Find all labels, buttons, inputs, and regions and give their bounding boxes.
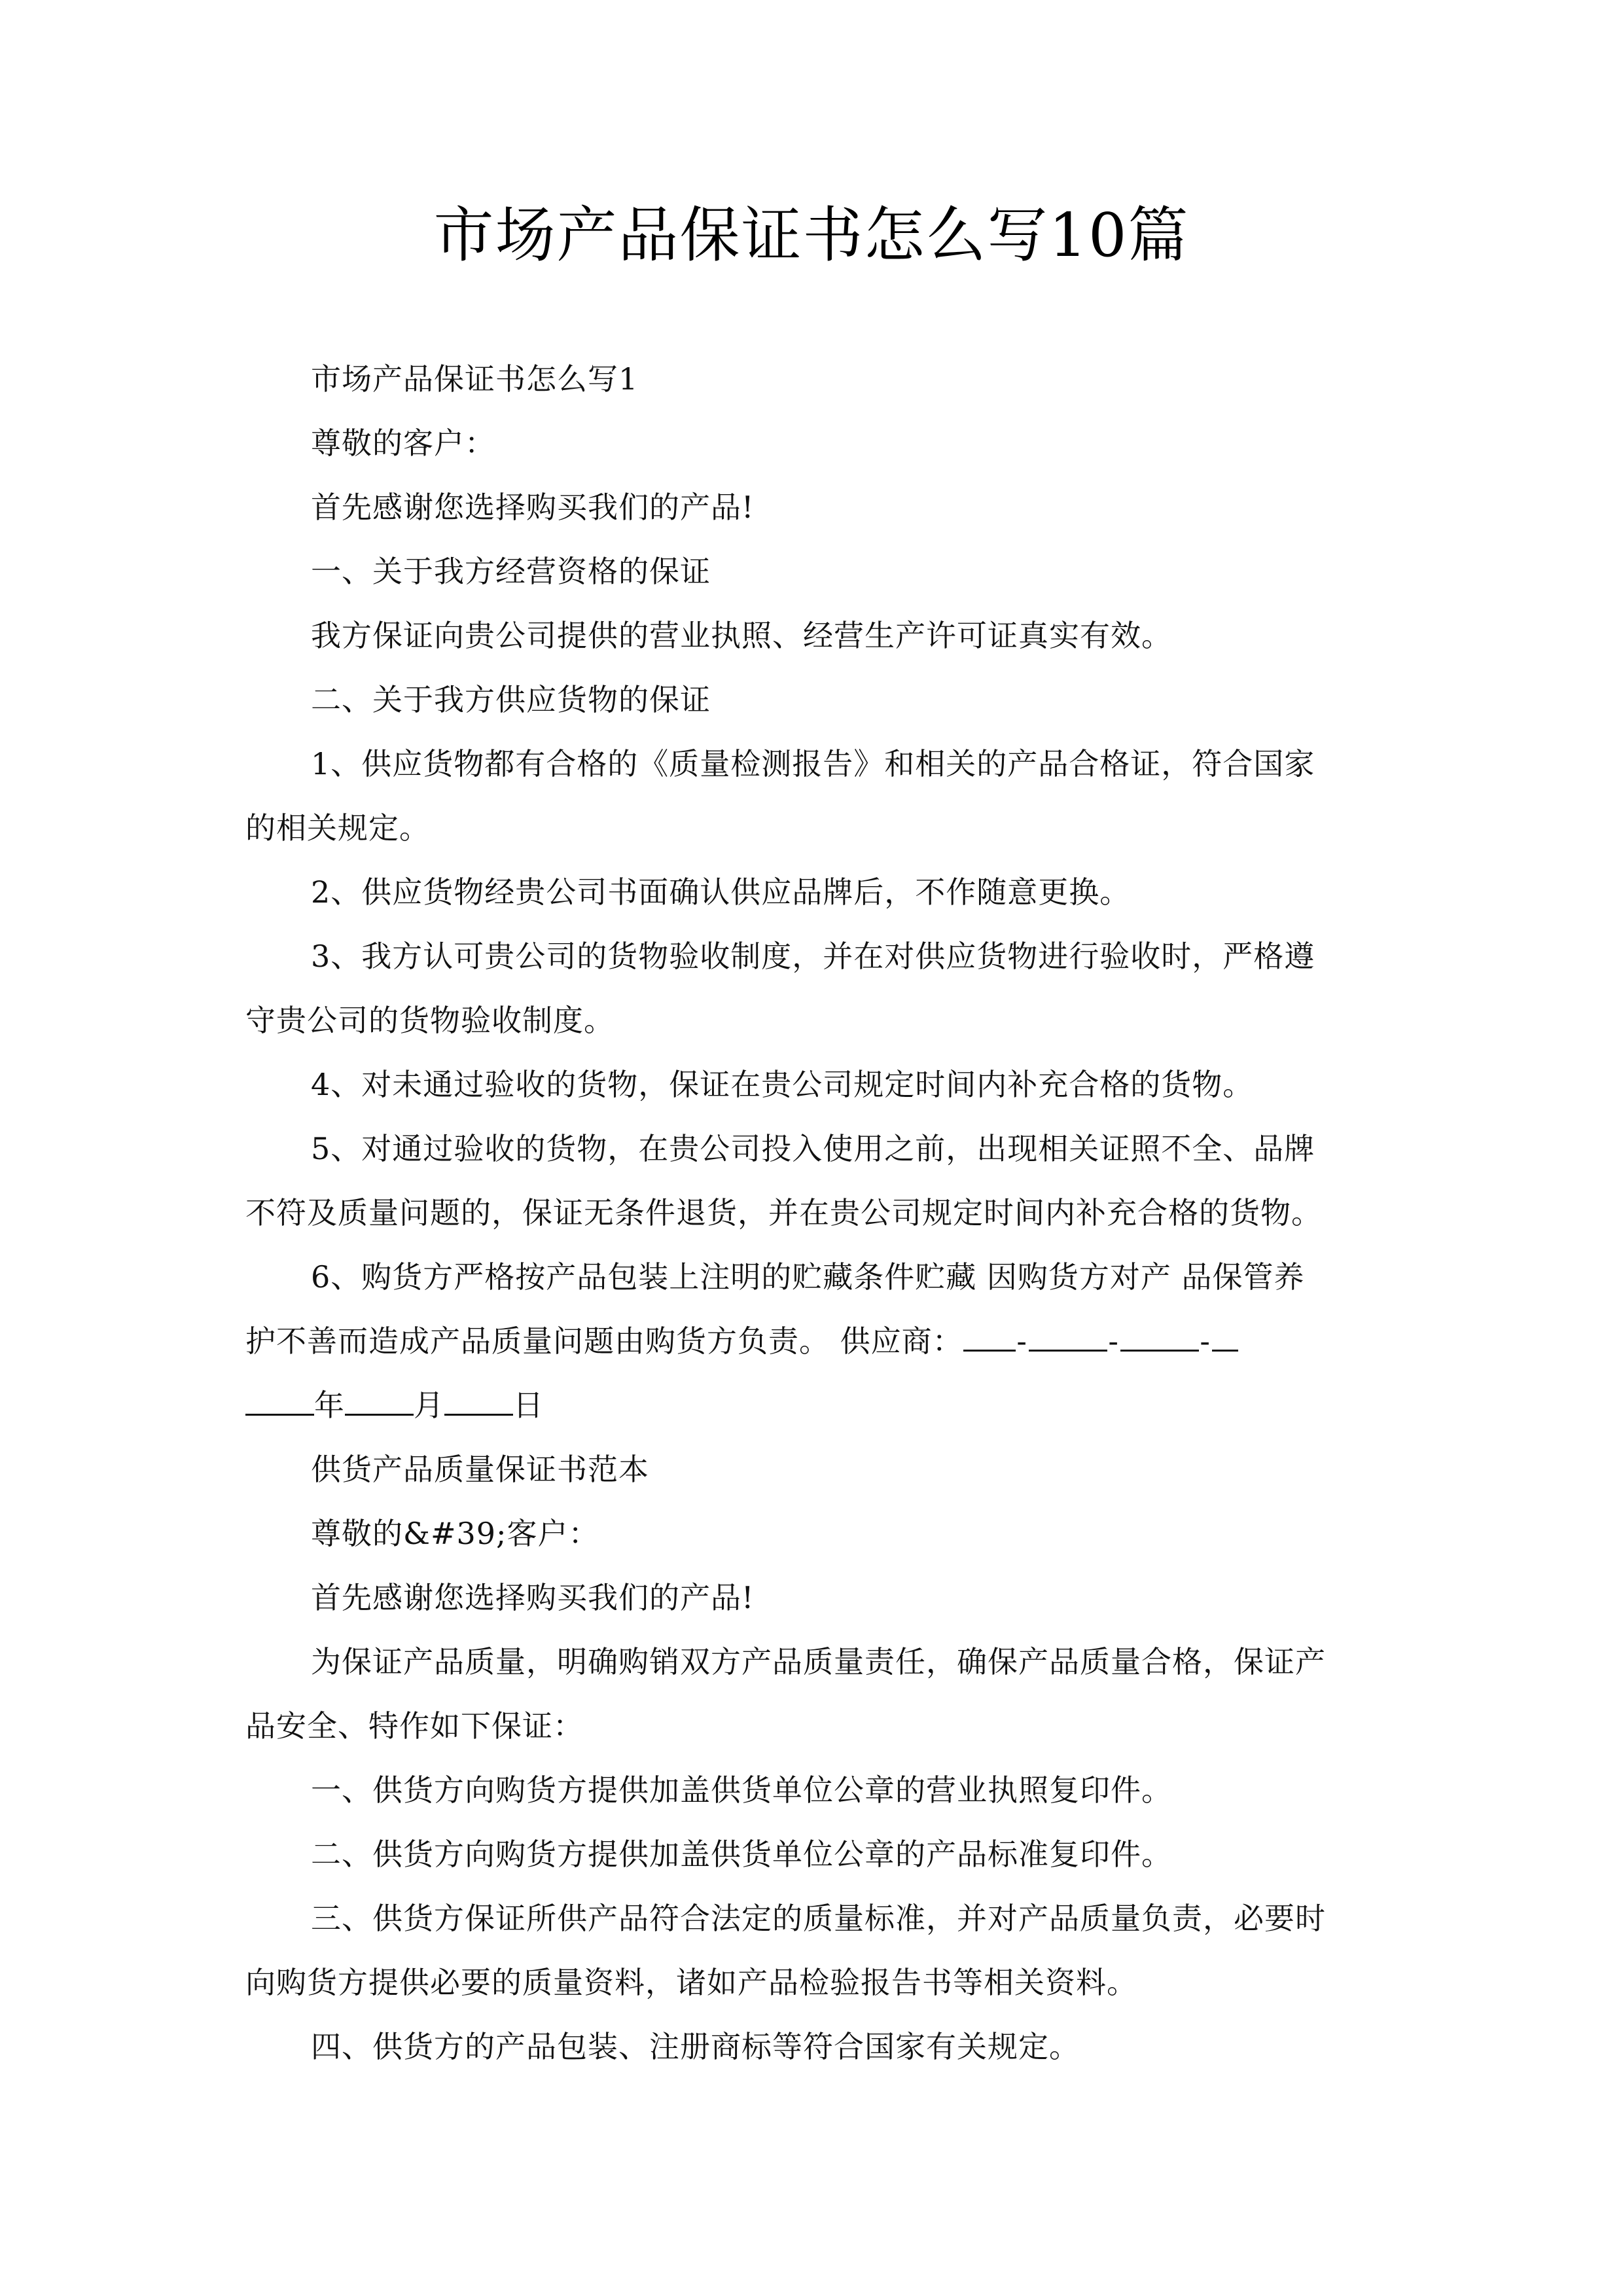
separator: - [1200,1323,1211,1359]
list-item-continuation: 不符及质量问题的，保证无条件退货，并在贵公司规定时间内补充合格的货物。 [245,1195,1322,1230]
list-item: 5、对通过验收的货物，在贵公司投入使用之前，出现相关证照不全、品牌 [311,1131,1315,1166]
date-line [245,1373,1378,1437]
salutation: 尊敬的&#39;客户： [311,1516,599,1551]
list-item: 一、供货方向购货方提供加盖供货单位公章的营业执照复印件。 [311,1772,1172,1808]
list-item: 三、供货方保证所供产品符合法定的质量标准，并对产品质量负责，必要时 [311,1901,1326,1936]
subheading: 一、关于我方经营资格的保证 [311,554,711,589]
supplier-signature-line [245,1309,1378,1373]
list-item-continuation: 向购货方提供必要的质量资料，诸如产品检验报告书等相关资料。 [245,1965,1137,2000]
supplier-blank-3 [1120,1323,1199,1352]
salutation: 尊敬的客户： [311,425,495,461]
document-title: 市场产品保证书怎么写10篇 [433,200,1190,270]
list-item: 4、对未通过验收的货物，保证在贵公司规定时间内补充合格的货物。 [311,1067,1254,1102]
list-item: 四、供货方的产品包装、注册商标等符合国家有关规定。 [311,2029,1080,2064]
paragraph: 首先感谢您选择购买我们的产品! [311,490,755,525]
paragraph: 我方保证向贵公司提供的营业执照、经营生产许可证真实有效。 [311,618,1172,653]
month-blank [345,1388,414,1416]
list-item: 1、供应货物都有合格的《质量检测报告》和相关的产品合格证，符合国家 [311,746,1315,781]
month-label: 月 [414,1388,444,1423]
separator: - [1016,1323,1027,1359]
supplier-blank-1 [963,1323,1016,1352]
day-label: 日 [513,1388,544,1423]
list-item: 3、我方认可贵公司的货物验收制度，并在对供应货物进行验收时，严格遵 [311,939,1315,974]
supplier-label: 护不善而造成产品质量问题由购货方负责。 供应商： [245,1323,963,1359]
paragraph: 首先感谢您选择购买我们的产品! [311,1580,755,1615]
document-body [245,347,1378,2079]
supplier-blank-2 [1029,1323,1107,1352]
section-heading: 市场产品保证书怎么写1 [311,361,639,397]
list-item-continuation: 守贵公司的货物验收制度。 [245,1003,615,1038]
year-blank [245,1388,314,1416]
subheading: 二、关于我方供应货物的保证 [311,682,711,717]
list-item-continuation: 的相关规定。 [245,810,430,846]
section-heading: 供货产品质量保证书范本 [311,1452,649,1487]
paragraph-continuation: 品安全、特作如下保证： [245,1708,584,1744]
day-blank [444,1388,513,1416]
year-label: 年 [314,1388,345,1423]
separator: - [1108,1323,1119,1359]
supplier-blank-4 [1212,1323,1238,1352]
list-item: 6、购货方严格按产品包装上注明的贮藏条件贮藏 因购货方对产 品保管养 [311,1259,1305,1295]
list-item: 2、供应货物经贵公司书面确认供应品牌后，不作随意更换。 [311,874,1131,910]
paragraph: 为保证产品质量，明确购销双方产品质量责任，确保产品质量合格，保证产 [311,1644,1326,1679]
list-item: 二、供货方向购货方提供加盖供货单位公章的产品标准复印件。 [311,1837,1172,1872]
